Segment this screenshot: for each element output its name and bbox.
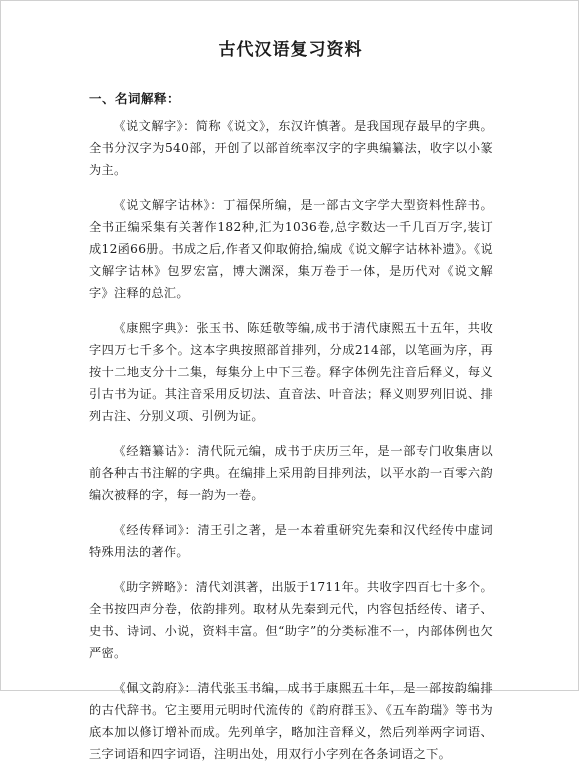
paragraph-shuowen: 《说文解字》：简称《说文》，东汉许慎著。是我国现存最早的字典。全书分汉字为540部，开创了以部首统率汉字的字典编纂法，收字以小篆为主。	[89, 119, 493, 177]
document-title: 古代汉语复习资料	[218, 40, 363, 60]
paragraph-shuowen-gulin: 《说文解字诂林》：丁福保所编，是一部古文字学大型资料性辞书。全书正编采集有关著作182种,汇为1036卷,总字数达一千几百万字,装订成12函66册。书成之后,作者又仰取俯拾,编成《说文解字诂林补遗》。《说文解字诂林》包罗宏富，博大渊深，集万卷于一体，是历代对《说文解字》注释的总汇。	[89, 198, 493, 300]
section-heading: 一、名词解释：	[89, 91, 181, 106]
paragraph-zhuzi-bianlue: 《助字辨略》：清代刘淇著，出版于1711年。共收字四百七十多个。全书按四声分卷，依韵排列。取材从先秦到元代，内容包括经传、诸子、史书、诗词、小说，资料丰富。但“助字”的分类标准不一，内部体例也欠严密。	[89, 580, 493, 660]
document-body	[89, 115, 493, 778]
paragraph-peiwen-yunfu: 《佩文韵府》：清代张玉书编，成书于康熙五十年，是一部按韵编排的古代辞书。它主要用元明时代流传的《韵府群玉》、《五车韵瑞》等书为底本加以修订增补而成。先列单字，略加注音释义，然后列举两字词语、三字词语和四字词语，注明出处，用双行小字列在各条词语之下。	[89, 681, 493, 761]
paragraph-jingji-zuangu: 《经籍纂诂》：清代阮元编，成书于庆历三年，是一部专门收集唐以前各种古书注解的字典。在编排上采用韵目排列法，以平水韵一百零六韵编次被释的字，每一韵为一卷。	[89, 444, 493, 502]
paragraph-kangxi: 《康熙字典》：张玉书、陈廷敬等编,成书于清代康熙五十五年，共收字四万七千多个。这本字典按照部首排列，分成214部，以笔画为序，再按十二地支分十二集，每集分上中下三卷。释字体例先注音后释义，每义引古书为证。其注音采用反切法、直音法、叶音法；释义则罗列旧说、排列古注、分别义项、引例为证。	[89, 321, 493, 423]
paragraph-jingzhuan-shici: 《经传释词》：清王引之著，是一本着重研究先秦和汉代经传中虚词特殊用法的著作。	[89, 523, 493, 559]
